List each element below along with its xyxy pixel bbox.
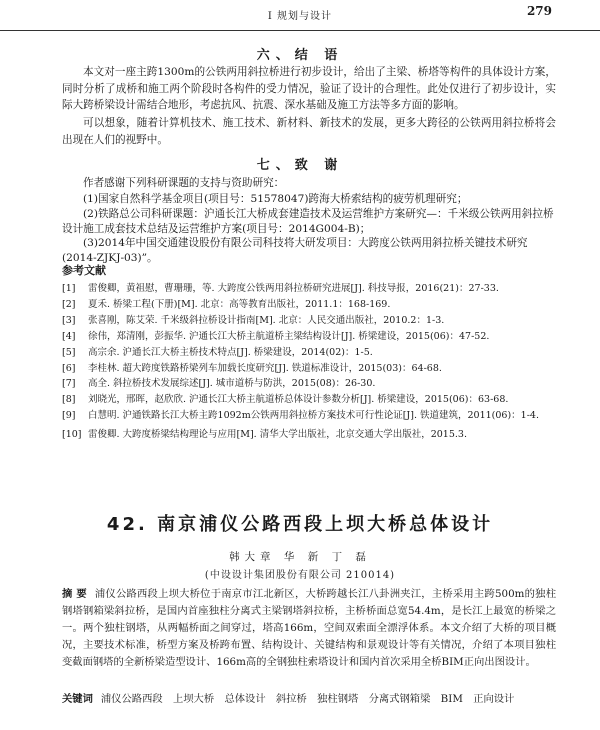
article-keywords	[62, 691, 556, 708]
ack-item-2: (2)铁路总公司科研课题：沪通长江大桥成套建造技术及运营维护方案研究—：千米级公铁两用斜拉桥设计施工成套技术总结及运营维护方案(项目号：2014G004-B)；	[62, 208, 554, 235]
reference-text: 高全. 斜拉桥技术发展综述[J]. 城市道桥与防洪，2015(08)：26-30.	[88, 378, 376, 390]
reference-item	[62, 392, 556, 408]
reference-number: [2]	[62, 298, 76, 310]
article-authors: 韩大章 华 新 丁 磊	[229, 551, 371, 563]
reference-item	[62, 297, 556, 313]
reference-item	[62, 408, 556, 424]
reference-item	[62, 281, 556, 297]
conclusion-paragraph-1: 本文对一座主跨1300m的公铁两用斜拉桥进行初步设计，给出了主梁、桥塔等构件的具体设计方案，同时分析了成桥和施工两个阶段时各构件的受力情况，验证了设计的合理性。此处仅进行了初步设计，实际大跨桥梁设计需结合地形，考虑抗风、抗震、深水基础及施工方法等多方面的影响。	[62, 66, 556, 112]
reference-item	[62, 329, 556, 345]
ack-intro: 作者感谢下列科研课题的支持与资助研究：	[83, 177, 285, 189]
ack-item-3: (3)2014年中国交通建设股份有限公司科技将大研发项目：大跨度公铁两用斜拉桥关键技术研究(2014-ZJKJ-03)”。	[62, 237, 528, 264]
reference-text: 徐伟，郑清刚，彭振华. 沪通长江大桥主航道桥主梁结构设计[J]. 桥梁建设，2015(06)：47-52.	[88, 330, 490, 342]
reference-text: 雷俊卿，黄祖慰，曹珊珊，等. 大跨度公铁两用斜拉桥研究进展[J]. 科技导报，2016(21)：27-33.	[88, 283, 499, 294]
reference-number: [1]	[62, 283, 76, 294]
reference-item	[62, 427, 556, 443]
reference-list	[62, 281, 556, 443]
reference-number: [4]	[62, 330, 76, 342]
reference-item	[62, 345, 556, 361]
reference-text: 雷俊卿. 大跨度桥梁结构理论与应用[M]. 清华大学出版社，北京交通大学出版社，2015.3.	[88, 429, 467, 441]
keywords-label: 关键词	[62, 693, 93, 705]
reference-text: 高宗余. 沪通长江大桥主桥技术特点[J]. 桥梁建设，2014(02)：1-5.	[88, 346, 373, 358]
reference-number: [5]	[62, 346, 76, 358]
conclusion-paragraph-2: 可以想象，随着计算机技术、施工技术、新材料、新技术的发展，更多大跨径的公铁两用斜拉桥将会出现在人们的视野中。	[62, 117, 556, 146]
reference-number: [3]	[62, 314, 76, 326]
reference-number: [9]	[62, 410, 76, 422]
reference-item	[62, 376, 556, 392]
reference-text: 白慧明. 沪通铁路长江大桥主跨1092m公铁两用斜拉桥方案技术可行性论证[J]. 铁道建筑，2011(06)：1-4.	[88, 410, 539, 422]
reference-item	[62, 313, 556, 329]
reference-text: 李桂林. 超大跨度铁路桥梁列车加载长度研究[J]. 铁道标准设计，2015(03)：64-68.	[88, 362, 442, 374]
reference-number: [8]	[62, 394, 76, 406]
keywords-text: 浦仪公路西段 上坝大桥 总体设计 斜拉桥 独柱钢塔 分离式钢箱梁 BIM 正向设计	[100, 693, 515, 705]
abstract-text: 浦仪公路西段上坝大桥位于南京市江北新区，大桥跨越长江八卦洲夹江，主桥采用主跨500m的独柱钢塔钢箱梁斜拉桥，是国内首座独柱分离式主梁钢塔斜拉桥，主桥桥面总宽54.4m，是长江上最宽的桥梁之一。两个独柱钢塔，从两幅桥面之间穿过，塔高166m，空间双索面全漂浮体系。本文介绍了大桥的项目概况，主要技术标准，桥型方案及桥跨布置、结构设计、关键结构和景观设计等有关情况，介绍了本项目独柱变截面钢塔的全新桥梁造型设计、166m高的全钢独柱索塔设计和国内首次采用全桥BIM正向出图设计。	[62, 588, 557, 668]
reference-text: 夏禾. 桥梁工程(下册)[M]. 北京：高等教育出版社，2011.1：168-169.	[88, 298, 391, 310]
reference-text: 张喜刚，陈艾荣. 千米级斜拉桥设计指南[M]. 北京：人民交通出版社，2010.2：1-3.	[88, 314, 445, 326]
article-title: 42. 南京浦仪公路西段上坝大桥总体设计	[106, 514, 494, 535]
abstract-label: 摘 要	[62, 588, 87, 600]
running-header	[0, 0, 600, 31]
reference-number: [7]	[62, 378, 76, 390]
reference-number: [10]	[62, 429, 82, 441]
article-affiliation: (中设设计集团股份有限公司 210014)	[204, 570, 396, 581]
reference-number: [6]	[62, 362, 76, 374]
reference-item	[62, 361, 556, 377]
section-conclusion-title: 六、结 语	[256, 48, 344, 63]
running-title: Ⅰ 规划与设计	[267, 11, 333, 22]
section-acknowledgement-title: 七、致 谢	[256, 158, 344, 173]
references-title: 参考文献	[62, 264, 106, 277]
page-number: 279	[526, 4, 552, 18]
article-abstract	[62, 586, 556, 671]
ack-item-1: (1)国家自然科学基金项目(项目号：51578047)跨海大桥索结构的疲劳机理研究；	[83, 193, 468, 205]
reference-text: 刘晓光，邢晖，赵欣欣. 沪通长江大桥主航道桥总体设计参数分析[J]. 桥梁建设，2015(06)：63-68.	[88, 394, 509, 406]
